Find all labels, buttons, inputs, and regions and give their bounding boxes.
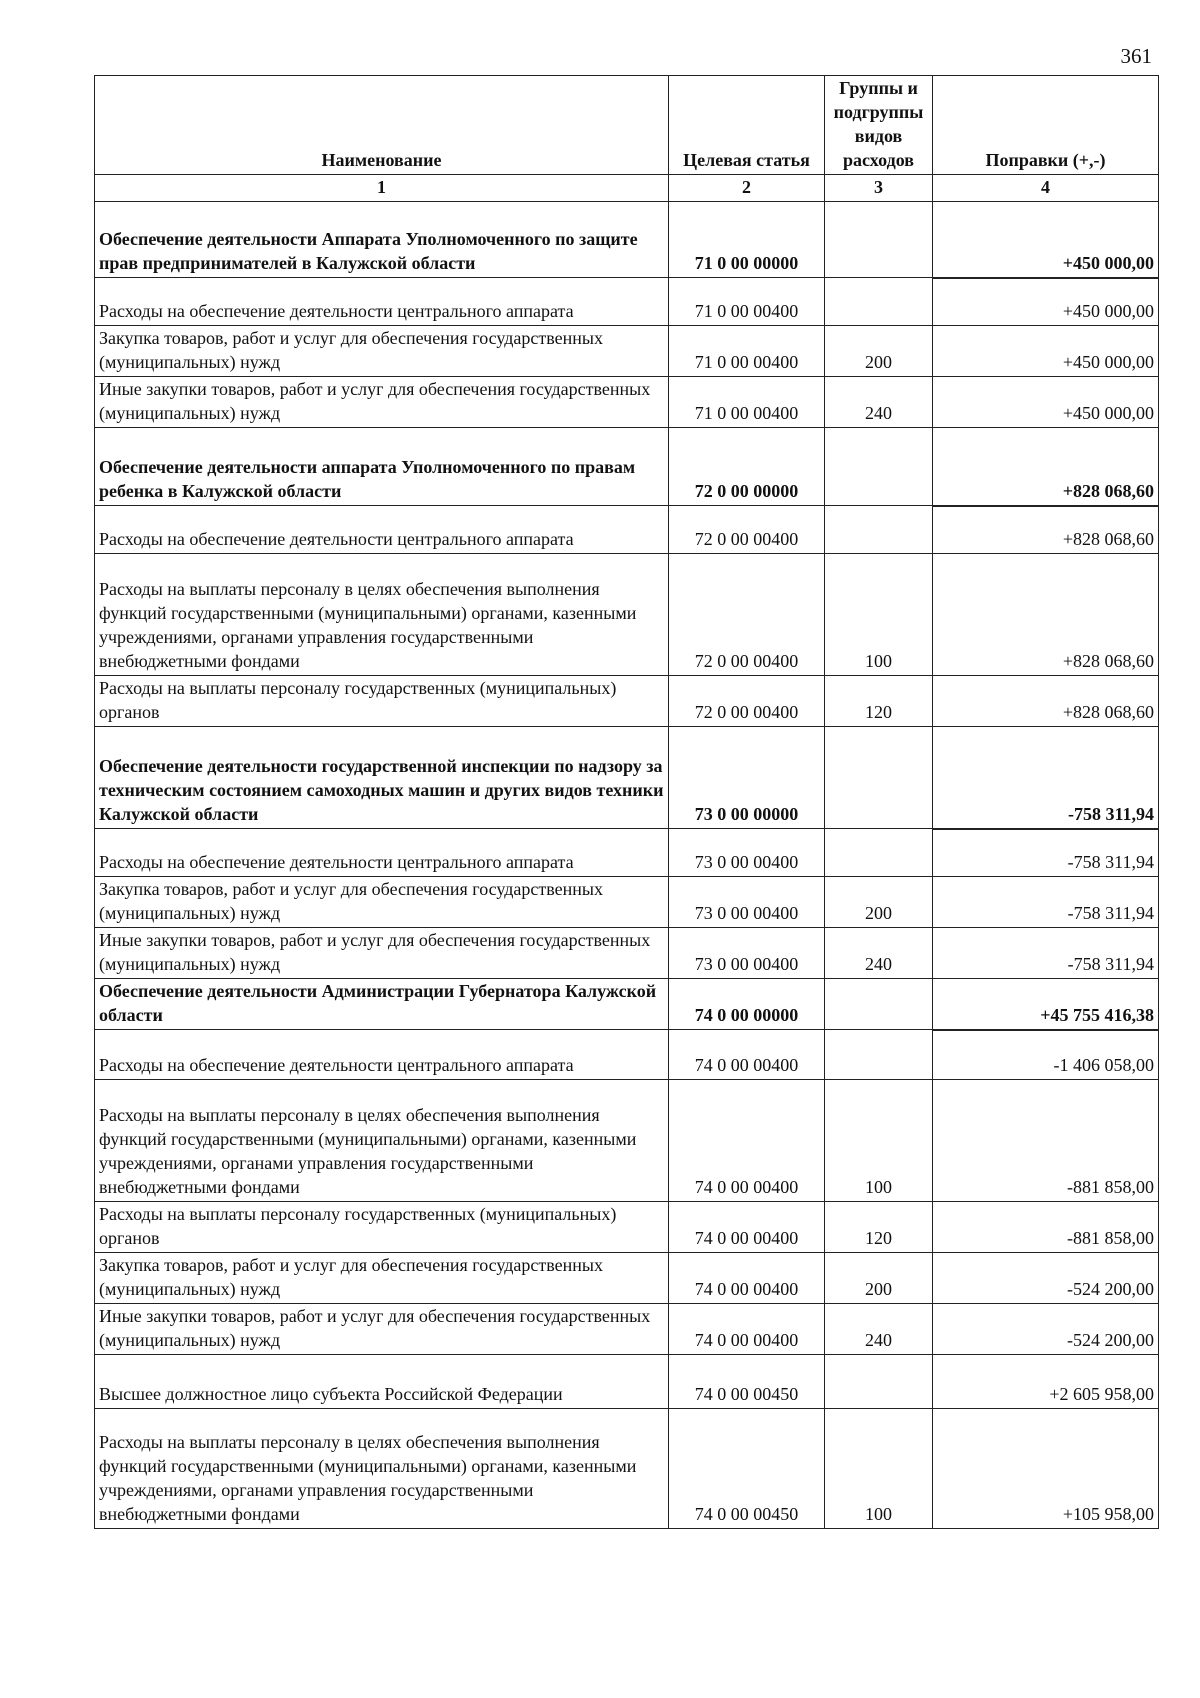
- header-name: Наименование: [95, 76, 669, 175]
- row-amendment-amount: +450 000,00: [933, 202, 1159, 278]
- row-target-article: 73 0 00 00400: [669, 877, 825, 928]
- header-amendments: Поправки (+,-): [933, 76, 1159, 175]
- table-row: [95, 979, 1159, 1030]
- table-row: [95, 1030, 1159, 1080]
- row-target-article: 74 0 00 00400: [669, 1253, 825, 1304]
- row-amendment-amount: +828 068,60: [933, 676, 1159, 727]
- row-amendment-amount: -524 200,00: [933, 1304, 1159, 1355]
- row-name: Расходы на выплаты персоналу в целях обеспечения выполнения функций государственными (муниципальными) органами, казенными учреждениями, органами управления государственными внебюджетными фондами: [95, 1409, 669, 1529]
- table-row: [95, 506, 1159, 554]
- table-row: [95, 1202, 1159, 1253]
- row-name: Иные закупки товаров, работ и услуг для обеспечения государственных (муниципальных) нужд: [95, 928, 669, 979]
- row-expense-group: [825, 506, 933, 554]
- row-name: Закупка товаров, работ и услуг для обеспечения государственных (муниципальных) нужд: [95, 1253, 669, 1304]
- row-target-article: 74 0 00 00400: [669, 1304, 825, 1355]
- row-expense-group: 240: [825, 377, 933, 428]
- row-name: Расходы на выплаты персоналу государственных (муниципальных) органов: [95, 676, 669, 727]
- row-expense-group: 100: [825, 1409, 933, 1529]
- row-name: Обеспечение деятельности государственной инспекции по надзору за техническим состоянием самоходных машин и других видов техники Калужской области: [95, 727, 669, 829]
- table-row: [95, 428, 1159, 506]
- row-name: Иные закупки товаров, работ и услуг для обеспечения государственных (муниципальных) нужд: [95, 1304, 669, 1355]
- row-target-article: 71 0 00 00400: [669, 377, 825, 428]
- row-amendment-amount: +450 000,00: [933, 377, 1159, 428]
- row-amendment-amount: +2 605 958,00: [933, 1355, 1159, 1409]
- row-amendment-amount: +45 755 416,38: [933, 979, 1159, 1030]
- row-amendment-amount: -524 200,00: [933, 1253, 1159, 1304]
- table-row: [95, 1080, 1159, 1202]
- row-expense-group: [825, 428, 933, 506]
- row-name: Расходы на обеспечение деятельности центрального аппарата: [95, 506, 669, 554]
- header-expense-groups: Группы и подгруппы видов расходов: [825, 76, 933, 175]
- row-target-article: 74 0 00 00450: [669, 1409, 825, 1529]
- budget-amendments-table: [94, 75, 1159, 1529]
- table-row: [95, 377, 1159, 428]
- table-row: [95, 727, 1159, 829]
- page-number: 361: [1120, 44, 1152, 68]
- row-amendment-amount: +828 068,60: [933, 554, 1159, 676]
- row-target-article: 71 0 00 00400: [669, 326, 825, 377]
- row-amendment-amount: +105 958,00: [933, 1409, 1159, 1529]
- row-amendment-amount: -758 311,94: [933, 727, 1159, 829]
- table-row: [95, 554, 1159, 676]
- table-row: [95, 877, 1159, 928]
- row-expense-group: [825, 829, 933, 877]
- row-name: Закупка товаров, работ и услуг для обеспечения государственных (муниципальных) нужд: [95, 877, 669, 928]
- row-expense-group: [825, 1030, 933, 1080]
- row-name: Расходы на обеспечение деятельности центрального аппарата: [95, 1030, 669, 1080]
- row-amendment-amount: +828 068,60: [933, 428, 1159, 506]
- table-row: [95, 202, 1159, 278]
- column-number: 4: [933, 175, 1159, 202]
- row-name: Обеспечение деятельности аппарата Уполномоченного по правам ребенка в Калужской области: [95, 428, 669, 506]
- row-target-article: 72 0 00 00400: [669, 676, 825, 727]
- row-amendment-amount: +828 068,60: [933, 506, 1159, 554]
- row-amendment-amount: +450 000,00: [933, 326, 1159, 377]
- table-row: [95, 928, 1159, 979]
- row-target-article: 72 0 00 00000: [669, 428, 825, 506]
- row-name: Обеспечение деятельности Аппарата Уполномоченного по защите прав предпринимателей в Калужской области: [95, 202, 669, 278]
- row-target-article: 71 0 00 00000: [669, 202, 825, 278]
- row-target-article: 73 0 00 00400: [669, 928, 825, 979]
- row-expense-group: 240: [825, 928, 933, 979]
- row-amendment-amount: -758 311,94: [933, 877, 1159, 928]
- row-expense-group: [825, 1355, 933, 1409]
- row-amendment-amount: -1 406 058,00: [933, 1030, 1159, 1080]
- row-expense-group: [825, 727, 933, 829]
- row-expense-group: [825, 278, 933, 326]
- row-target-article: 74 0 00 00400: [669, 1080, 825, 1202]
- table-row: [95, 1253, 1159, 1304]
- row-target-article: 74 0 00 00450: [669, 1355, 825, 1409]
- row-name: Расходы на выплаты персоналу в целях обеспечения выполнения функций государственными (муниципальными) органами, казенными учреждениями, органами управления государственными внебюджетными фондами: [95, 1080, 669, 1202]
- row-target-article: 74 0 00 00000: [669, 979, 825, 1030]
- row-expense-group: [825, 979, 933, 1030]
- row-expense-group: [825, 202, 933, 278]
- row-target-article: 74 0 00 00400: [669, 1030, 825, 1080]
- table-row: [95, 1304, 1159, 1355]
- column-number: 2: [669, 175, 825, 202]
- row-amendment-amount: -758 311,94: [933, 829, 1159, 877]
- row-expense-group: 100: [825, 554, 933, 676]
- table-row: [95, 278, 1159, 326]
- row-target-article: 74 0 00 00400: [669, 1202, 825, 1253]
- row-name: Обеспечение деятельности Администрации Губернатора Калужской области: [95, 979, 669, 1030]
- row-name: Расходы на обеспечение деятельности центрального аппарата: [95, 278, 669, 326]
- table-row: [95, 326, 1159, 377]
- row-expense-group: 240: [825, 1304, 933, 1355]
- row-name: Расходы на выплаты персоналу в целях обеспечения выполнения функций государственными (муниципальными) органами, казенными учреждениями, органами управления государственными внебюджетными фондами: [95, 554, 669, 676]
- table-row: [95, 676, 1159, 727]
- row-target-article: 72 0 00 00400: [669, 506, 825, 554]
- column-number: 1: [95, 175, 669, 202]
- row-expense-group: 200: [825, 877, 933, 928]
- table-row: [95, 1409, 1159, 1529]
- table-header: [95, 76, 1159, 202]
- row-amendment-amount: -881 858,00: [933, 1202, 1159, 1253]
- row-expense-group: 200: [825, 326, 933, 377]
- table-body: [95, 202, 1159, 1529]
- row-target-article: 73 0 00 00000: [669, 727, 825, 829]
- row-name: Закупка товаров, работ и услуг для обеспечения государственных (муниципальных) нужд: [95, 326, 669, 377]
- row-target-article: 73 0 00 00400: [669, 829, 825, 877]
- row-expense-group: 120: [825, 1202, 933, 1253]
- row-expense-group: 200: [825, 1253, 933, 1304]
- row-name: Иные закупки товаров, работ и услуг для обеспечения государственных (муниципальных) нужд: [95, 377, 669, 428]
- table-row: [95, 1355, 1159, 1409]
- row-amendment-amount: -881 858,00: [933, 1080, 1159, 1202]
- table-row: [95, 829, 1159, 877]
- row-expense-group: 120: [825, 676, 933, 727]
- row-target-article: 71 0 00 00400: [669, 278, 825, 326]
- row-amendment-amount: -758 311,94: [933, 928, 1159, 979]
- row-name: Расходы на обеспечение деятельности центрального аппарата: [95, 829, 669, 877]
- row-name: Расходы на выплаты персоналу государственных (муниципальных) органов: [95, 1202, 669, 1253]
- row-amendment-amount: +450 000,00: [933, 278, 1159, 326]
- header-target-article: Целевая статья: [669, 76, 825, 175]
- column-number: 3: [825, 175, 933, 202]
- row-name: Высшее должностное лицо субъекта Российской Федерации: [95, 1355, 669, 1409]
- row-target-article: 72 0 00 00400: [669, 554, 825, 676]
- row-expense-group: 100: [825, 1080, 933, 1202]
